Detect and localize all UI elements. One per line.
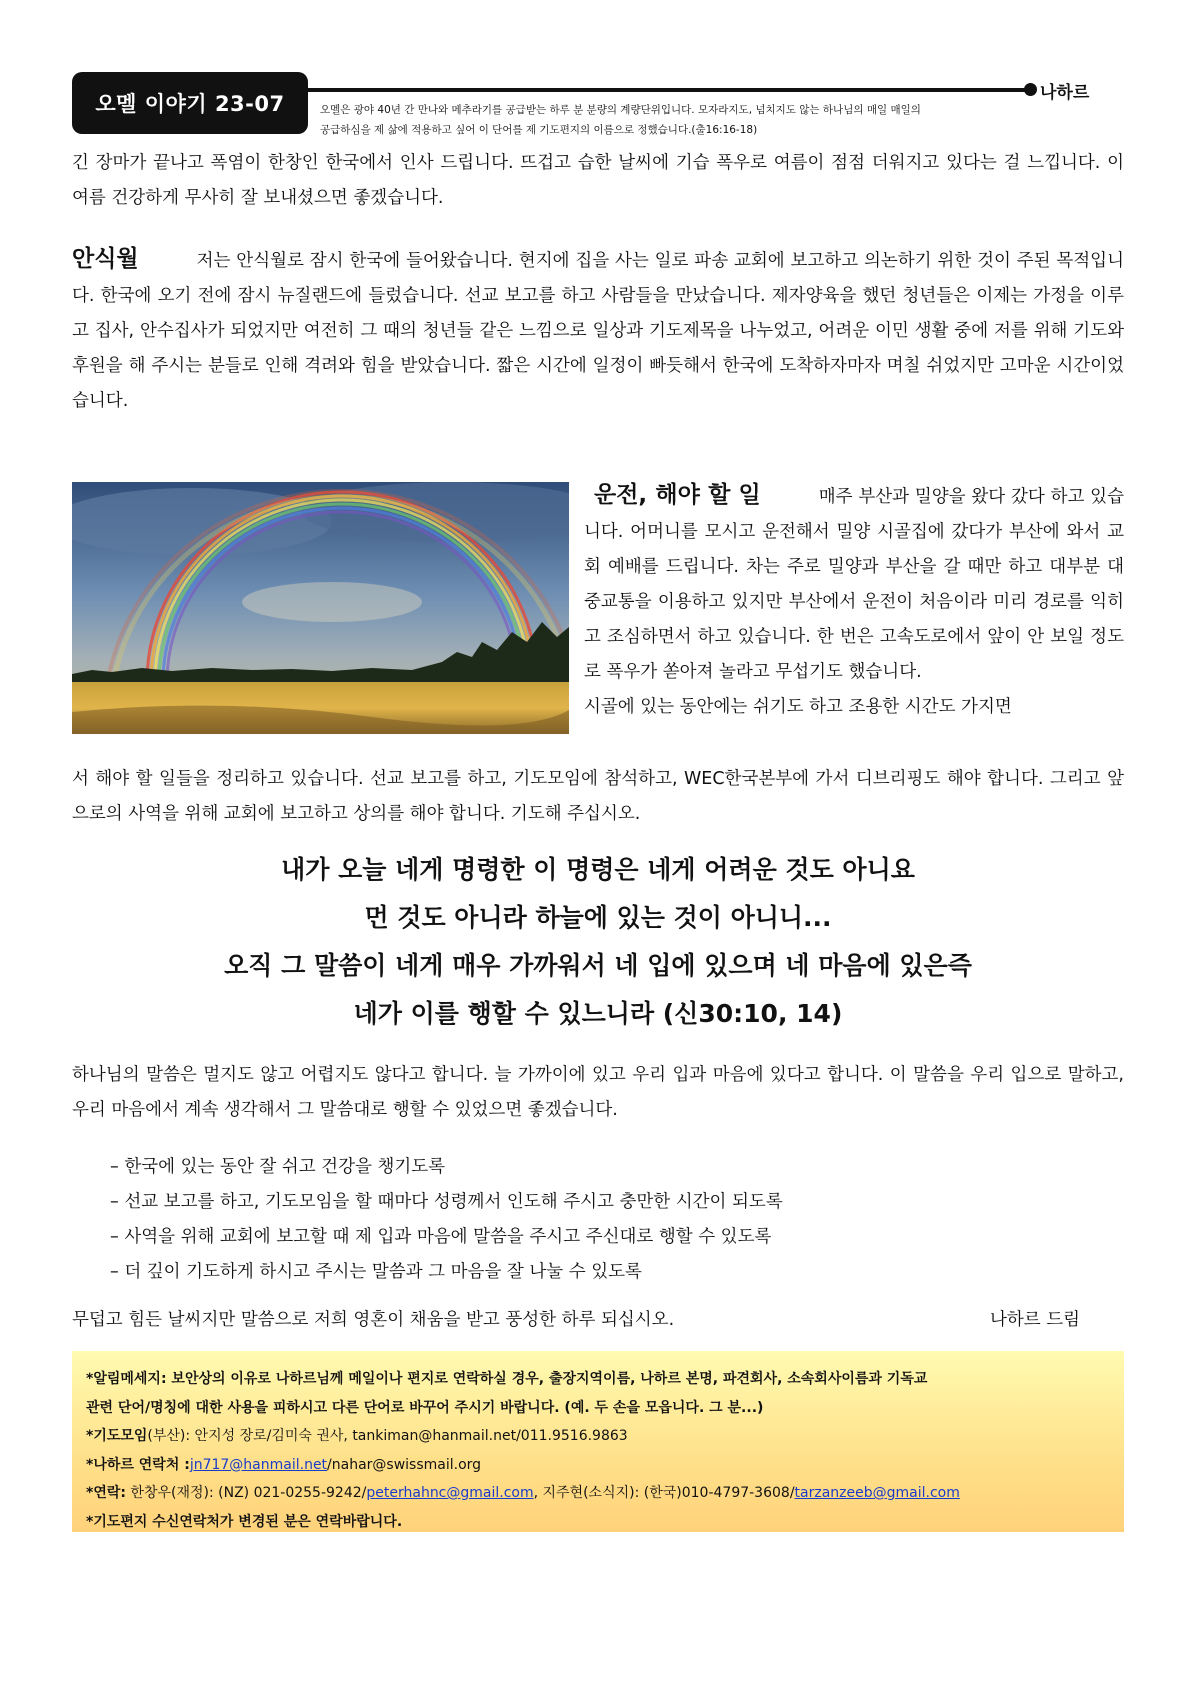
newsletter-email-link[interactable]: tarzanzeeb@gmail.com xyxy=(794,1485,960,1501)
prayer-request-list xyxy=(110,1150,783,1290)
driving-continuation: 서 해야 할 일들을 정리하고 있습니다. 선교 보고를 하고, 기도모임에 참석하고, WEC한국본부에 가서 디브리핑도 해야 합니다. 그리고 앞으로의 사역을 위해 교회에 보고하고 상의를 해야 합니다. 기도해 주십시오. xyxy=(72,769,1124,824)
newsletter-title: 오멜 이야기 23-07 xyxy=(72,72,308,134)
bible-verse xyxy=(72,846,1124,1038)
driving-body: 매주 부산과 밀양을 왔다 갔다 하고 있습니다. 어머니를 모시고 운전해서 밀양 시골집에 갔다가 부산에 와서 교회 예배를 드립니다. 차는 주로 밀양과 부산을 갈 때만 하고 대부분 대중교통을 이용하고 있지만 부산에서 운전이 처음이라 미리 경로를 익히고 조심하면서 하고 있습니다. 한 번은 고속도로에서 앞이 안 보일 정도로 폭우가 쏟아져 놀라고 무섭기도 했습니다. xyxy=(584,487,1124,682)
security-warning-line-1: *알림메세지: 보안상의 이유로 나하르님께 메일이나 편지로 연락하실 경우, 출장지역이름, 나하르 본명, 파견회사, 소속회사이름과 기독교 xyxy=(86,1371,928,1387)
header-description-line-1: 오멜은 광야 40년 간 만나와 메추라기를 공급받는 하루 분 분량의 계량단위입니다. 모자라지도, 넘치지도 않는 하나님의 매일 매일의 xyxy=(320,104,921,116)
verse-line-1: 내가 오늘 네게 명령한 이 명령은 네게 어려운 것도 아니요 xyxy=(281,855,915,884)
prayer-meeting-text: (부산): 안지성 장로/김미숙 권사, tankiman@hanmail.net/011.9516.9863 xyxy=(147,1428,628,1444)
address-change-notice: *기도편지 수신연락처가 변경된 분은 연락바랍니다. xyxy=(86,1513,403,1530)
verse-line-2: 먼 것도 아니라 하늘에 있는 것이 아니니... xyxy=(364,903,832,932)
security-warning-line-2: 관련 단어/명칭에 대한 사용을 피하시고 다른 단어로 바꾸어 주시기 바랍니다. (예. 두 손을 모읍니다. 그 분...) xyxy=(86,1399,764,1416)
driving-continuation-side: 시골에 있는 동안에는 쉬기도 하고 조용한 시간도 가지면 xyxy=(584,697,1012,717)
sabbatical-section xyxy=(72,242,1124,419)
prayer-meeting-label: *기도모임 xyxy=(86,1428,148,1444)
header-rule-dot xyxy=(1024,83,1037,96)
prayer-meeting-info xyxy=(86,1422,1108,1451)
liaison-contact xyxy=(86,1479,1108,1508)
nahar-email-alt: /nahar@swissmail.org xyxy=(327,1456,482,1473)
prayer-request-item: – 사역을 위해 교회에 보고할 때 제 입과 마음에 말씀을 주시고 주신대로 행할 수 있도록 xyxy=(110,1227,772,1247)
nahar-contact-label: *나하르 연락처 : xyxy=(86,1456,190,1473)
closing-line: 무덥고 힘든 날씨지만 말씀으로 저희 영혼이 채움을 받고 풍성한 하루 되십시오. xyxy=(72,1310,675,1330)
intro-paragraph: 긴 장마가 끝나고 폭염이 한창인 한국에서 인사 드립니다. 뜨겁고 습한 날씨에 기습 폭우로 여름이 점점 더워지고 있다는 걸 느낍니다. 이 여름 건강하게 무사히 잘 보내셨으면 좋겠습니다. xyxy=(72,153,1124,208)
liaison-text-1: 한창우(재정): (NZ) 021-0255-9242/ xyxy=(125,1485,367,1501)
contact-notice-box xyxy=(72,1351,1124,1532)
header-description xyxy=(320,100,1040,140)
header-description-line-2: 공급하심을 제 삶에 적용하고 싶어 이 단어를 제 기도편지의 이름으로 정했습니다.(출16:16-18) xyxy=(320,124,758,136)
driving-heading: 운전, 해야 할 일 xyxy=(594,482,761,508)
reflection-paragraph: 하나님의 말씀은 멀지도 않고 어렵지도 않다고 합니다. 늘 가까이에 있고 우리 입과 마음에 있다고 합니다. 이 말씀을 우리 입으로 말하고, 우리 마음에서 계속 생각해서 그 말씀대로 행할 수 있었으면 좋겠습니다. xyxy=(72,1065,1124,1120)
signature: 나하르 드림 xyxy=(990,1310,1081,1330)
sabbatical-body: 저는 안식월로 잠시 한국에 들어왔습니다. 현지에 집을 사는 일로 파송 교회에 보고하고 의논하기 위한 것이 주된 목적입니다. 한국에 오기 전에 잠시 뉴질랜드에 들렀습니다. 선교 보고를 하고 사람들을 만났습니다. 제자양육을 했던 청년들은 이제는 가정을 이루고 집사, 안수집사가 되었지만 여전히 그 때의 청년들 같은 느낌으로 일상과 기도제목을 나누었고, 어려운 이민 생활 중에 저를 위해 기도와 후원을 해 주시는 분들로 인해 격려와 힘을 받았습니다. 짧은 시간에 일정이 빠듯해서 한국에 도착하자마자 며칠 쉬었지만 고마운 시간이었습니다. xyxy=(72,251,1124,411)
nahar-email-link[interactable]: jn717@hanmail.net xyxy=(189,1456,328,1473)
verse-line-3: 오직 그 말씀이 네게 매우 가까워서 네 입에 있으며 네 마음에 있은즉 xyxy=(224,951,972,980)
liaison-label: *연락: xyxy=(86,1485,126,1501)
prayer-request-item: – 더 깊이 기도하게 하시고 주시는 말씀과 그 마음을 잘 나눌 수 있도록 xyxy=(110,1262,642,1282)
rainbow-photo xyxy=(72,482,569,734)
header-rule xyxy=(308,88,1028,92)
prayer-request-item: – 선교 보고를 하고, 기도모임을 할 때마다 성령께서 인도해 주시고 충만한 시간이 되도록 xyxy=(110,1192,783,1212)
finance-email-link[interactable]: peterhahnc@gmail.com xyxy=(366,1485,534,1501)
driving-section xyxy=(584,478,1124,725)
liaison-text-2: , 지주현(소식지): (한국)010-4797-3608/ xyxy=(533,1485,795,1501)
prayer-request-item: – 한국에 있는 동안 잘 쉬고 건강을 챙기도록 xyxy=(110,1157,446,1177)
verse-line-4: 네가 이를 행할 수 있느니라 (신30:10, 14) xyxy=(353,999,843,1028)
header-author: 나하르 xyxy=(1040,83,1090,103)
nahar-contact xyxy=(86,1451,1108,1480)
sabbatical-heading: 안식월 xyxy=(72,246,139,272)
